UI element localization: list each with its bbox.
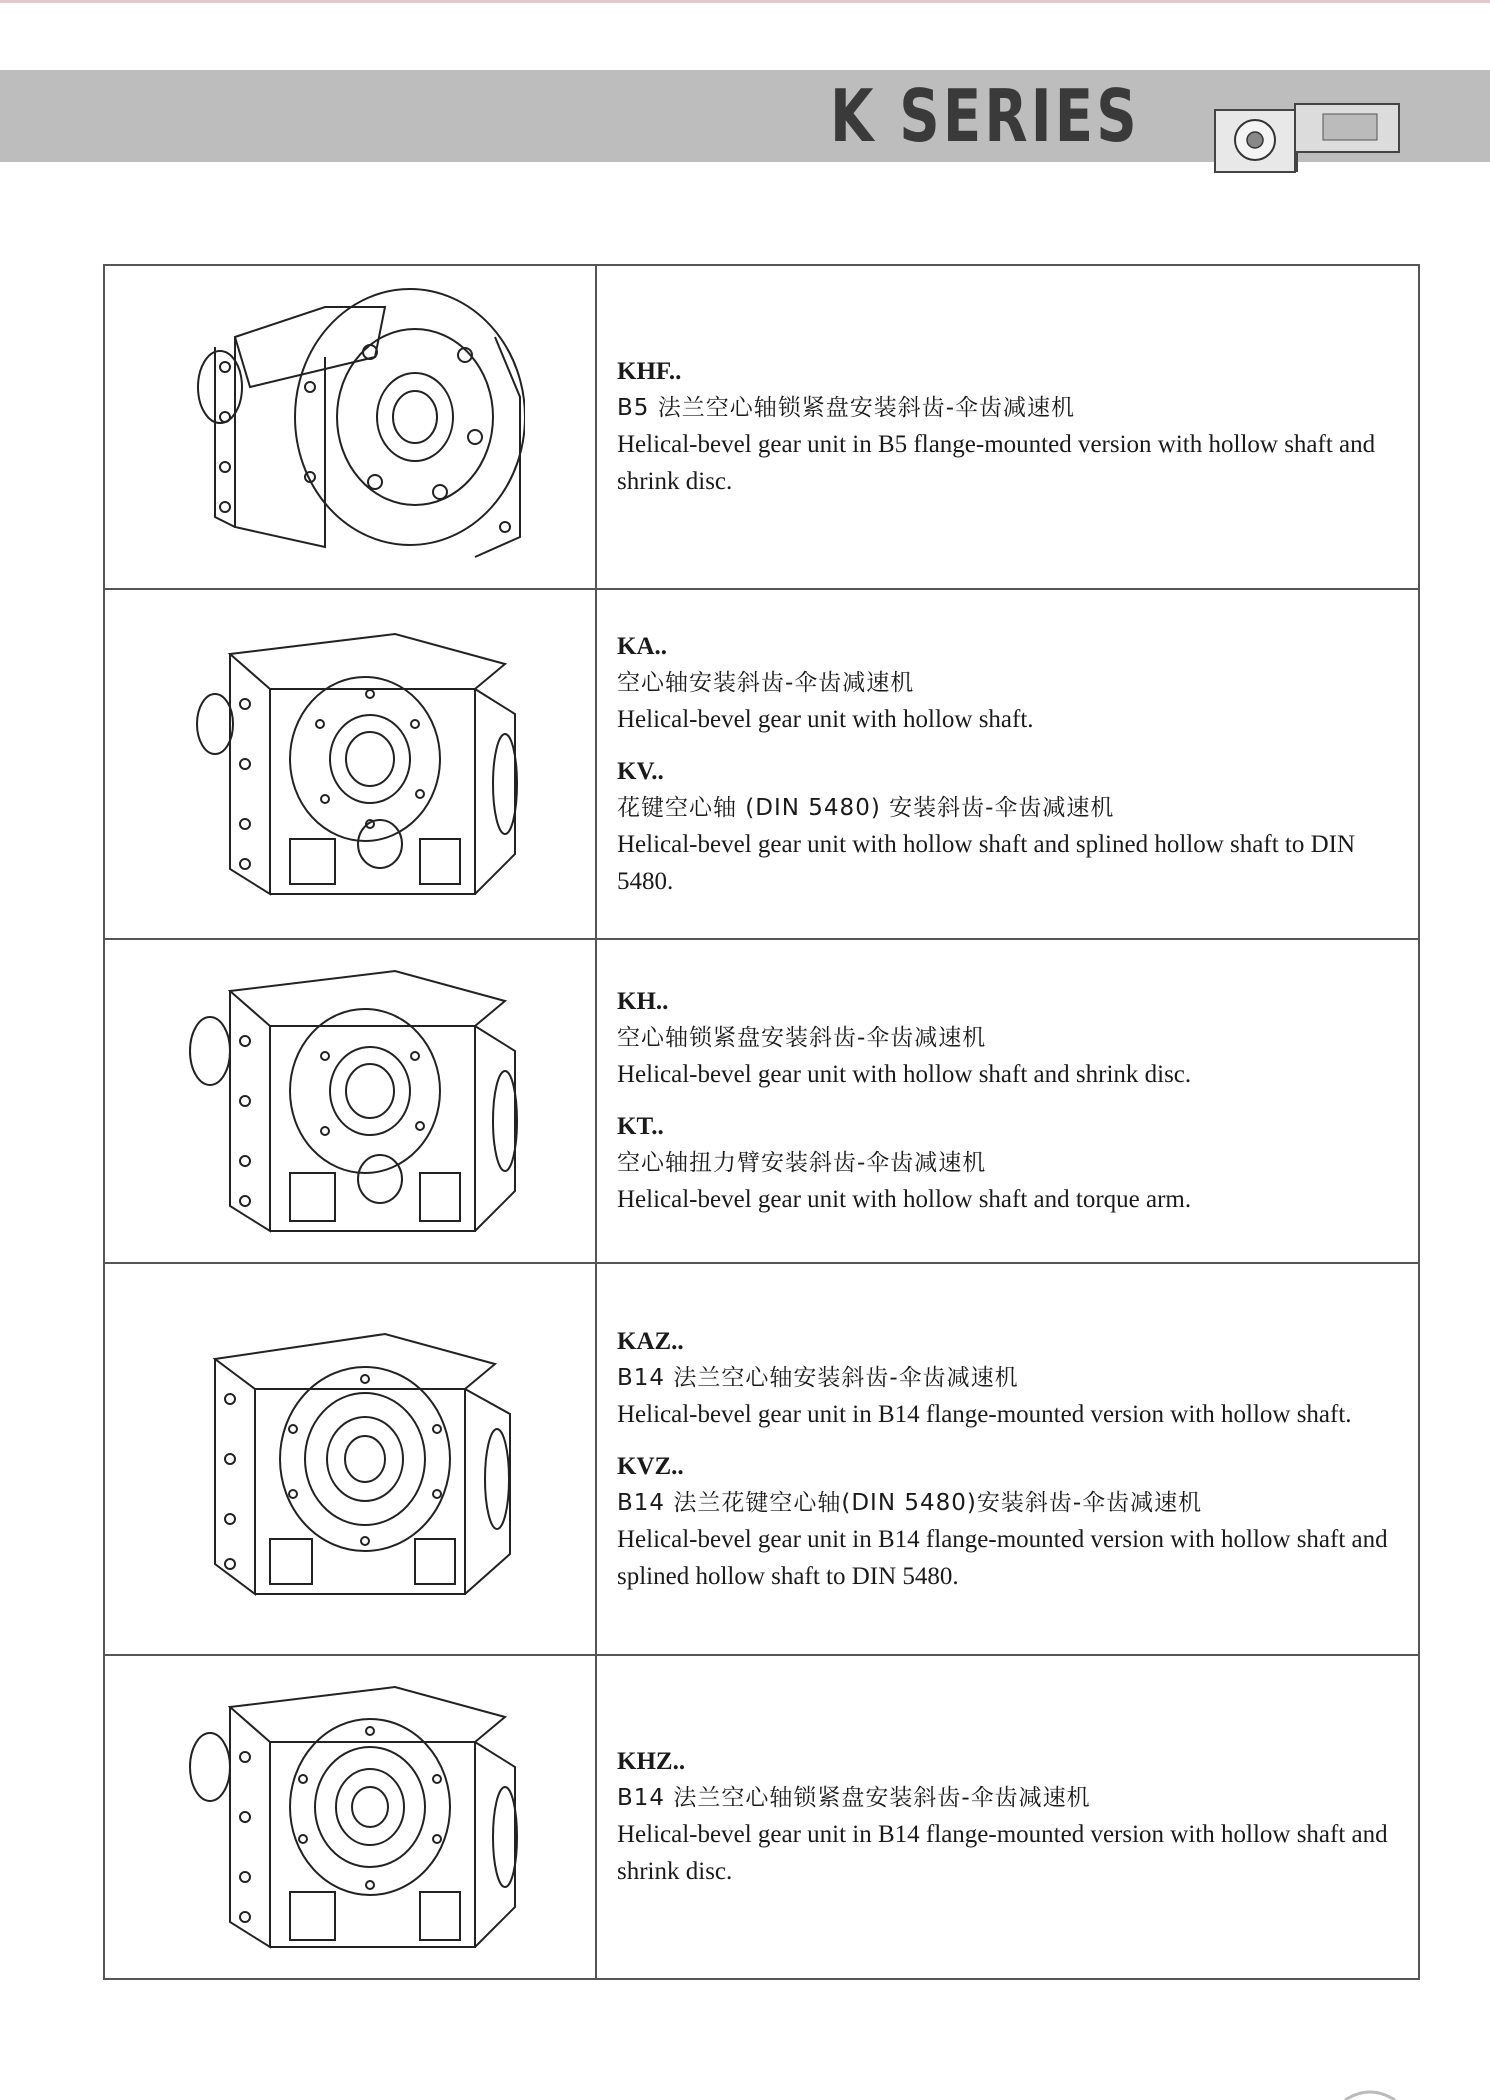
table-row	[105, 1264, 1418, 1656]
image-cell	[105, 590, 597, 938]
table-row	[105, 940, 1418, 1264]
model-description-zh: 空心轴锁紧盘安装斜齿-伞齿减速机	[617, 1025, 987, 1051]
model-entry	[617, 629, 1410, 738]
model-description-en: Helical-bevel gear unit with hollow shaft and torque arm.	[617, 1186, 1192, 1213]
table-row	[105, 590, 1418, 940]
image-cell	[105, 1264, 597, 1654]
model-code: KHF..	[617, 358, 682, 385]
model-description-zh: B5 法兰空心轴锁紧盘安装斜齿-伞齿减速机	[617, 395, 1076, 421]
model-code: KVZ..	[617, 1452, 684, 1480]
table-row	[105, 1656, 1418, 1978]
image-cell	[105, 1656, 597, 1978]
model-table	[103, 264, 1420, 1980]
image-cell	[105, 940, 597, 1262]
gear-unit-thumbnail-icon	[1205, 92, 1405, 192]
kaz-gear-unit-drawing-icon	[175, 1309, 525, 1609]
model-description-zh: B14 法兰花键空心轴(DIN 5480)安装斜齿-伞齿减速机	[617, 1489, 1203, 1516]
page-title: K SERIES	[830, 74, 1140, 158]
model-entry	[617, 1324, 1410, 1433]
khz-gear-unit-drawing-icon	[175, 1667, 525, 1967]
description-cell	[617, 266, 1410, 588]
model-entry	[617, 354, 1410, 500]
description-cell	[617, 940, 1410, 1262]
table-row	[105, 266, 1418, 590]
model-description-en: Helical-bevel gear unit in B14 flange-mounted version with hollow shaft and shrink disc.	[617, 1821, 1388, 1885]
model-description-zh: 花键空心轴 (DIN 5480) 安装斜齿-伞齿减速机	[617, 794, 1115, 821]
kh-gear-unit-drawing-icon	[175, 951, 525, 1251]
model-description-en: Helical-bevel gear unit with hollow shaft and shrink disc.	[617, 1061, 1192, 1088]
description-cell	[617, 1264, 1410, 1654]
model-entry	[617, 1449, 1410, 1595]
khf-gear-unit-drawing-icon	[175, 277, 525, 577]
model-code: KT..	[617, 1113, 664, 1140]
top-rule	[0, 0, 1490, 3]
model-entry	[617, 754, 1410, 900]
description-cell	[617, 1656, 1410, 1978]
model-description-en: Helical-bevel gear unit with hollow shaft and splined hollow shaft to DIN 5480.	[617, 830, 1356, 895]
model-description-zh: 空心轴安装斜齿-伞齿减速机	[617, 669, 915, 696]
model-entry	[617, 984, 1410, 1093]
model-code: KHZ..	[617, 1748, 686, 1775]
model-description-zh: 空心轴扭力臂安装斜齿-伞齿减速机	[617, 1150, 987, 1176]
model-description-en: Helical-bevel gear unit in B5 flange-mounted version with hollow shaft and shrink disc.	[617, 431, 1376, 495]
model-description-zh: B14 法兰空心轴锁紧盘安装斜齿-伞齿减速机	[617, 1785, 1091, 1811]
model-code: KA..	[617, 632, 667, 660]
model-description-en: Helical-bevel gear unit in B14 flange-mounted version with hollow shaft.	[617, 1400, 1352, 1428]
image-cell	[105, 266, 597, 588]
corner-mark-icon	[1340, 2082, 1400, 2100]
model-code: KV..	[617, 757, 664, 785]
model-code: KH..	[617, 988, 669, 1015]
model-description-en: Helical-bevel gear unit in B14 flange-mounted version with hollow shaft and splined hollow shaft to DIN 5480.	[617, 1525, 1388, 1590]
model-description-en: Helical-bevel gear unit with hollow shaft.	[617, 705, 1034, 733]
model-entry	[617, 1109, 1410, 1218]
model-entry	[617, 1744, 1410, 1890]
model-description-zh: B14 法兰空心轴安装斜齿-伞齿减速机	[617, 1364, 1019, 1391]
ka-gear-unit-drawing-icon	[175, 614, 525, 914]
model-code: KAZ..	[617, 1327, 684, 1355]
description-cell	[617, 590, 1410, 938]
